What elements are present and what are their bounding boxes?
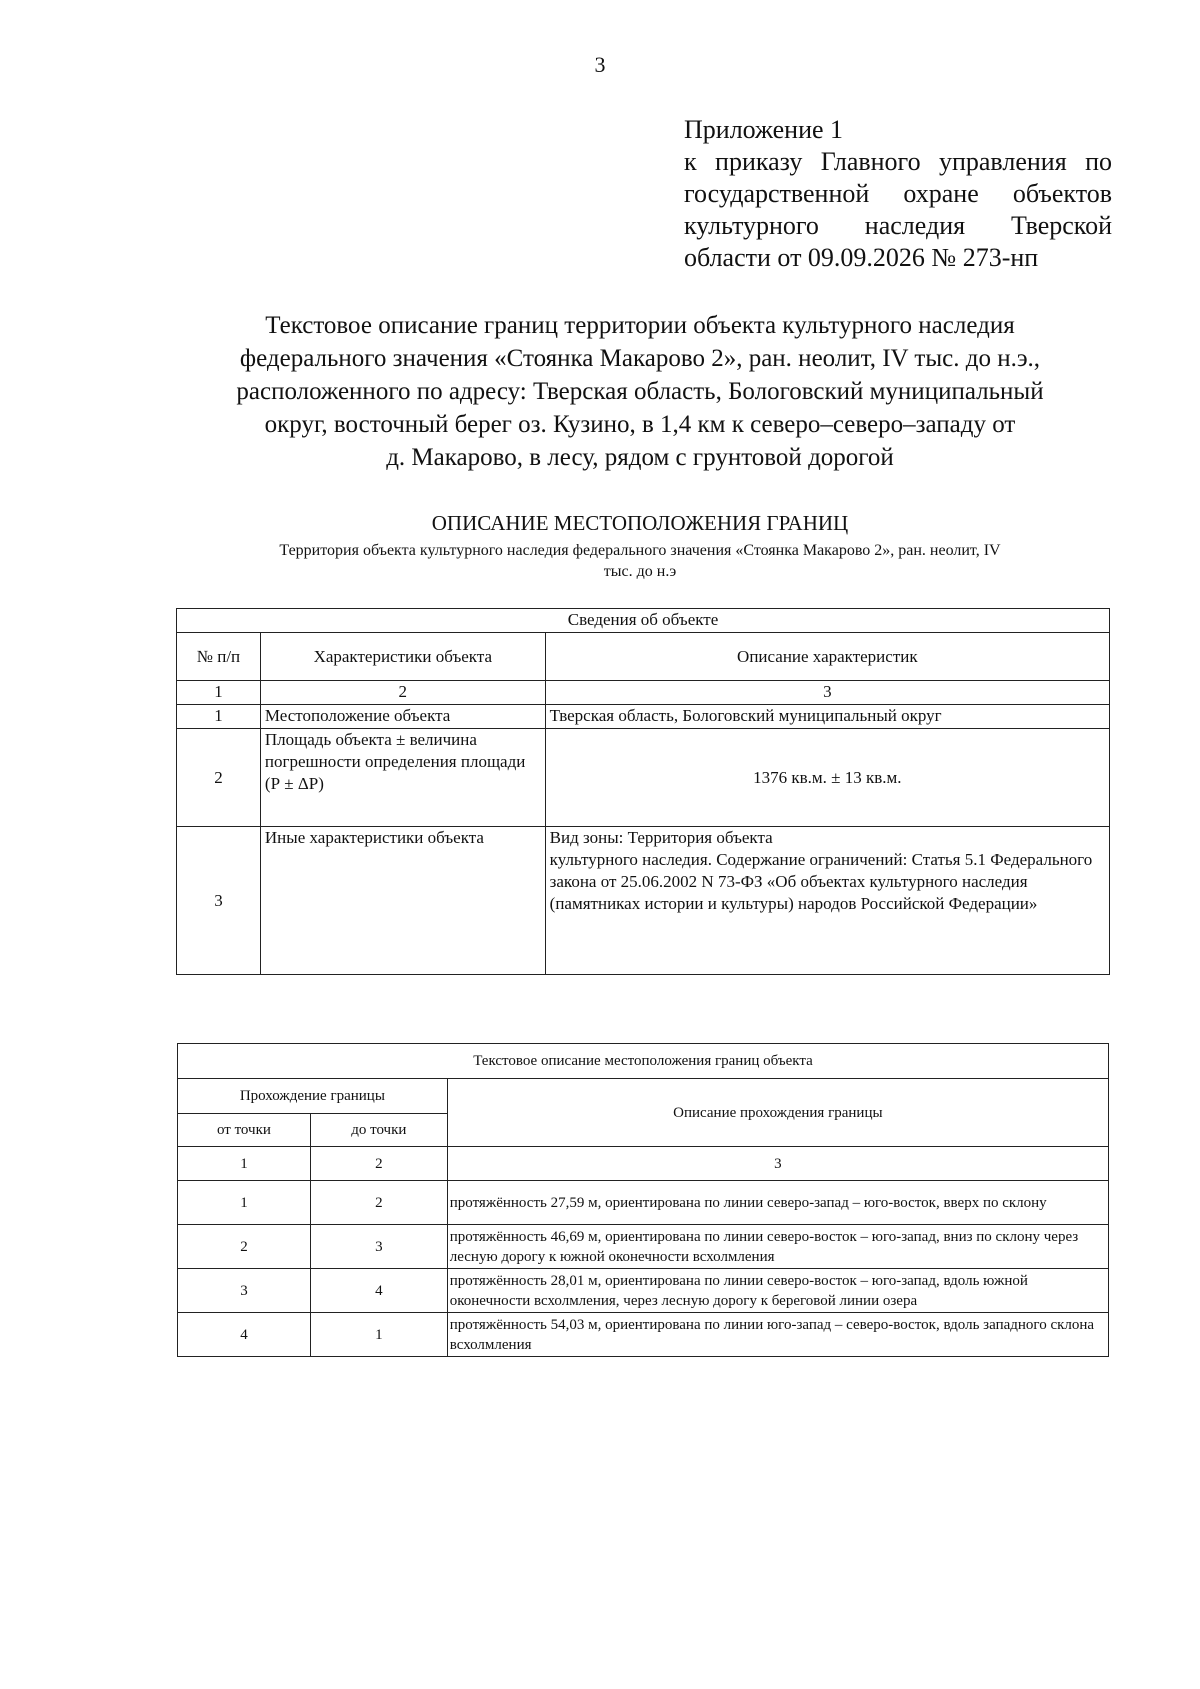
row-num: 3 [177,827,261,975]
subheading-line: Территория объекта культурного наследия федерального значения «Стоянка Макарово 2», ран. неолит, IV [279,542,1001,559]
index-cell: 2 [260,681,545,705]
document-title [160,309,1120,474]
index-cell: 2 [310,1147,447,1181]
to-point: 3 [310,1225,447,1269]
from-point: 4 [178,1313,311,1357]
header-description: Описание характеристик [545,633,1109,681]
boundary-description-header: Описание прохождения границы [447,1079,1108,1147]
boundary-table-caption: Текстовое описание местоположения границ объекта [178,1044,1109,1079]
row-num: 2 [177,729,261,827]
row-characteristic: Иные характеристики объекта [260,827,545,975]
appendix-line: культурного наследия Тверской [684,211,1112,240]
description-line: культурного наследия. Содержание ограничений: Статья 5.1 Федерального закона от 25.06.2002 N 73-ФЗ «Об объектах культурного наследия (памятниках истории и культуры) народов Российской Федерации» [549,850,1093,913]
boundary-description-table [177,1043,1109,1357]
page-number: 3 [594,52,606,77]
boundary-description: протяжённость 28,01 м, ориентирована по линии северо-восток – юго-запад, вдоль южной оконечности всхолмления, через лесную дорогу к береговой линии озера [447,1269,1108,1313]
object-info-table [176,608,1110,975]
appendix-line: Приложение 1 [684,115,844,144]
header-characteristic: Характеристики объекта [260,633,545,681]
header-num: № п/п [177,633,261,681]
title-line: округ, восточный берег оз. Кузино, в 1,4 км к северо–северо–западу от [264,411,1016,438]
title-line: расположенного по адресу: Тверская область, Бологовский муниципальный [236,378,1044,405]
boundary-group-header: Прохождение границы [178,1079,448,1114]
section-heading: ОПИСАНИЕ МЕСТОПОЛОЖЕНИЯ ГРАНИЦ [431,511,849,535]
table-row [178,1269,1109,1313]
to-point-header: до точки [310,1114,447,1147]
row-characteristic: Местоположение объекта [260,705,545,729]
section-subheading [180,540,1100,582]
row-characteristic: Площадь объекта ± величина погрешности определения площади (Р ± ΔР) [260,729,545,827]
object-table-caption: Сведения об объекте [177,609,1110,633]
row-description: Тверская область, Бологовский муниципальный округ [545,705,1109,729]
row-description [545,827,1109,975]
table-row [177,827,1110,975]
from-point-header: от точки [178,1114,311,1147]
description-line: Вид зоны: Территория объекта [549,828,773,847]
index-cell: 1 [177,681,261,705]
title-line: Текстовое описание границ территории объекта культурного наследия [265,312,1015,339]
from-point: 1 [178,1181,311,1225]
boundary-description: протяжённость 46,69 м, ориентирована по линии северо-восток – юго-запад, вниз по склону через лесную дорогу к южной оконечности всхолмления [447,1225,1108,1269]
from-point: 3 [178,1269,311,1313]
table-row [178,1313,1109,1357]
boundary-description: протяжённость 54,03 м, ориентирована по линии юго-запад – северо-восток, вдоль западного склона всхолмления [447,1313,1108,1357]
boundary-description: протяжённость 27,59 м, ориентирована по линии северо-запад – юго-восток, вверх по склону [447,1181,1108,1225]
to-point: 1 [310,1313,447,1357]
appendix-line: государственной охране объектов [684,179,1112,208]
row-num: 1 [177,705,261,729]
index-cell: 3 [447,1147,1108,1181]
title-line: федерального значения «Стоянка Макарово 2», ран. неолит, IV тыс. до н.э., [239,345,1041,372]
title-line: д. Макарово, в лесу, рядом с грунтовой дорогой [386,444,894,471]
to-point: 4 [310,1269,447,1313]
subheading-line: тыс. до н.э [603,563,677,580]
to-point: 2 [310,1181,447,1225]
table-row [178,1181,1109,1225]
appendix-block [684,114,1112,274]
index-cell: 3 [545,681,1109,705]
from-point: 2 [178,1225,311,1269]
appendix-line: к приказу Главного управления по [684,147,1112,176]
appendix-line: области от 09.09.2026 № 273-нп [684,243,1039,272]
table-row [178,1225,1109,1269]
index-cell: 1 [178,1147,311,1181]
row-description: 1376 кв.м. ± 13 кв.м. [545,729,1109,827]
table-row [177,705,1110,729]
table-row [177,729,1110,827]
